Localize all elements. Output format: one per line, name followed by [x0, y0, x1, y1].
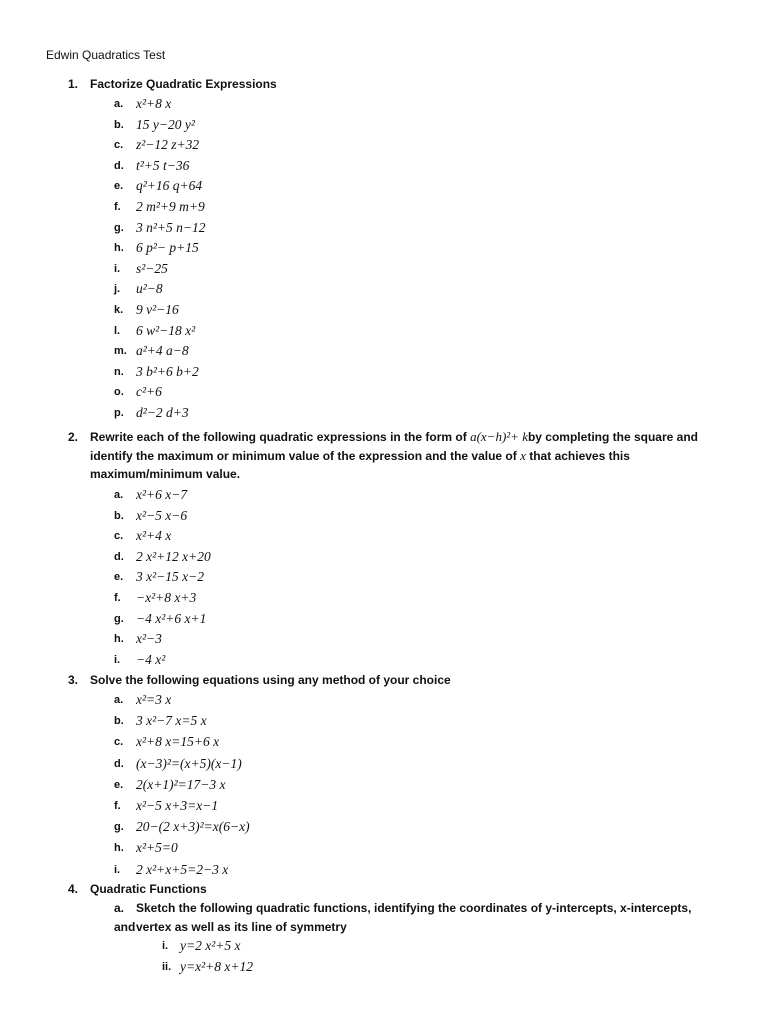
question-number: 2.	[68, 430, 79, 444]
math-expression: 9 v²−16	[136, 302, 179, 317]
item-label: c.	[114, 530, 124, 543]
list-item	[114, 220, 614, 240]
math-expression: 6 p²− p+15	[136, 240, 199, 256]
math-expression: −x²+8 x+3	[136, 590, 197, 605]
item-label: h.	[114, 633, 124, 646]
math-expression: 6 w²−18 x²	[136, 322, 196, 338]
item-label: c.	[114, 139, 124, 152]
math-expression: 2 x²+x+5=2−3 x	[136, 861, 229, 877]
list-item	[162, 938, 562, 958]
question-number: 4.	[68, 882, 79, 896]
list-item	[114, 137, 614, 157]
list-item	[114, 323, 614, 343]
list-item	[162, 959, 562, 979]
question-2-line-3: maximum/minimum value.	[90, 467, 241, 481]
item-label: a.	[114, 694, 124, 706]
math-expression: x²+8 x=15+6 x	[136, 734, 220, 750]
item-label: j.	[114, 283, 121, 296]
list-item	[114, 590, 614, 610]
question-text: Quadratic Functions	[90, 882, 207, 896]
item-label: i.	[162, 940, 169, 952]
question-text: identify the maximum or minimum value of the expression and the value of	[90, 449, 517, 463]
list-item	[114, 508, 614, 528]
list-item	[114, 652, 614, 672]
question-2-line-2	[90, 448, 630, 464]
math-expression: 2 x²+12 x+20	[136, 548, 211, 564]
item-label: c.	[114, 736, 124, 749]
question-text: Factorize Quadratic Expressions	[90, 77, 277, 91]
math-expression: 3 b²+6 b+2	[136, 363, 199, 379]
math-expression: 3 x²−7 x=5 x	[136, 713, 207, 729]
list-item	[114, 117, 614, 137]
math-expression: y=x²+8 x+12	[180, 959, 253, 974]
list-item	[114, 734, 614, 754]
vertex-form-expression: a(x−h)²+ k	[470, 429, 528, 444]
math-expression: c²+6	[136, 384, 162, 400]
question-2-heading	[68, 427, 718, 447]
list-item	[114, 631, 614, 651]
item-label: p.	[114, 407, 124, 419]
item-label: i.	[114, 863, 121, 876]
item-label: b.	[114, 509, 124, 522]
list-item	[114, 862, 614, 882]
question-text: that achieves this	[529, 449, 630, 463]
math-expression: x²−3	[136, 631, 162, 647]
question-3-heading	[68, 671, 718, 690]
math-expression: 2 m²+9 m+9	[136, 199, 205, 214]
math-expression: y=2 x²+5 x	[180, 938, 241, 953]
item-label: ii.	[162, 961, 172, 973]
math-expression: u²−8	[136, 281, 163, 297]
item-label: g.	[114, 821, 124, 834]
list-item	[114, 611, 614, 631]
list-item	[114, 343, 614, 363]
item-label: f.	[114, 592, 121, 604]
list-item	[114, 302, 614, 322]
list-item	[114, 384, 614, 404]
math-expression: q²+16 q+64	[136, 178, 203, 194]
item-label: o.	[114, 386, 124, 399]
list-item	[114, 692, 614, 712]
math-expression: x²=3 x	[136, 692, 172, 707]
question-text: Solve the following equations using any method of your choice	[90, 673, 451, 687]
math-expression: 3 n²+5 n−12	[136, 219, 206, 235]
list-item	[114, 364, 614, 384]
item-label: i.	[114, 262, 121, 275]
list-item	[114, 549, 614, 569]
question-text: Rewrite each of the following quadratic expressions in the form of	[90, 430, 467, 444]
list-item	[114, 240, 614, 260]
math-expression: x²+6 x−7	[136, 487, 188, 502]
math-expression: 20−(2 x+3)²=x(6−x)	[136, 819, 250, 835]
math-expression: x²−5 x−6	[136, 507, 188, 523]
item-label: f.	[114, 800, 121, 812]
math-expression: −4 x²+6 x+1	[136, 610, 207, 626]
math-expression: 3 x²−15 x−2	[136, 569, 205, 585]
item-label: b.	[114, 715, 124, 728]
item-label: d.	[114, 159, 124, 172]
list-item	[114, 798, 614, 818]
list-item	[114, 158, 614, 178]
question-4a-line-2: vertex as well as its line of symmetry	[136, 920, 347, 934]
list-item	[114, 777, 614, 797]
math-expression: x²+5=0	[136, 840, 178, 856]
list-item	[114, 261, 614, 281]
item-label: a.	[114, 98, 124, 110]
list-item	[114, 756, 614, 776]
question-number: 1.	[68, 77, 79, 91]
variable-x: x	[520, 448, 526, 463]
math-expression: t²+5 t−36	[136, 157, 190, 173]
list-item	[114, 281, 614, 301]
item-label: f.	[114, 201, 121, 213]
list-item	[114, 405, 614, 425]
item-label: e.	[114, 571, 124, 584]
question-number: 3.	[68, 673, 79, 687]
list-item	[114, 713, 614, 733]
item-label: n.	[114, 365, 124, 378]
item-label: e.	[114, 180, 124, 193]
item-label: h.	[114, 242, 124, 255]
math-expression: 15 y−20 y²	[136, 116, 195, 132]
math-expression: z²−12 z+32	[136, 137, 200, 153]
math-expression: s²−25	[136, 260, 168, 276]
item-label: d.	[114, 757, 124, 770]
list-item	[114, 819, 614, 839]
item-label: k.	[114, 304, 124, 316]
math-expression: a²+4 a−8	[136, 343, 189, 359]
item-label: l.	[114, 324, 121, 337]
list-item	[114, 487, 614, 507]
list-item	[114, 840, 614, 860]
math-expression: x²+4 x	[136, 528, 172, 544]
item-label: i.	[114, 653, 121, 666]
math-expression: 2(x+1)²=17−3 x	[136, 776, 226, 792]
item-label: m.	[114, 345, 127, 358]
document-title: Edwin Quadratics Test	[46, 48, 166, 62]
item-label: d.	[114, 550, 124, 563]
item-label: g.	[114, 221, 124, 234]
item-label: g.	[114, 612, 124, 625]
math-expression: x²−5 x+3=x−1	[136, 798, 219, 813]
item-label: b.	[114, 118, 124, 131]
question-4a-line-1: Sketch the following quadratic functions, identifying the coordinates of y-intercepts, x-intercepts, and	[114, 901, 692, 934]
item-label: e.	[114, 778, 124, 791]
list-item	[114, 199, 614, 219]
list-item	[114, 96, 614, 116]
item-label: a.	[114, 489, 124, 501]
math-expression: d²−2 d+3	[136, 405, 189, 420]
list-item	[114, 528, 614, 548]
question-1-heading	[68, 75, 718, 94]
math-expression: (x−3)²=(x+5)(x−1)	[136, 755, 242, 771]
question-4-heading	[68, 880, 718, 899]
math-expression: −4 x²	[136, 651, 166, 667]
item-label: h.	[114, 842, 124, 855]
list-item	[114, 569, 614, 589]
math-expression: x²+8 x	[136, 96, 172, 111]
item-label: a.	[114, 901, 125, 915]
question-text-continued: by completing the square and	[527, 430, 698, 444]
list-item	[114, 178, 614, 198]
